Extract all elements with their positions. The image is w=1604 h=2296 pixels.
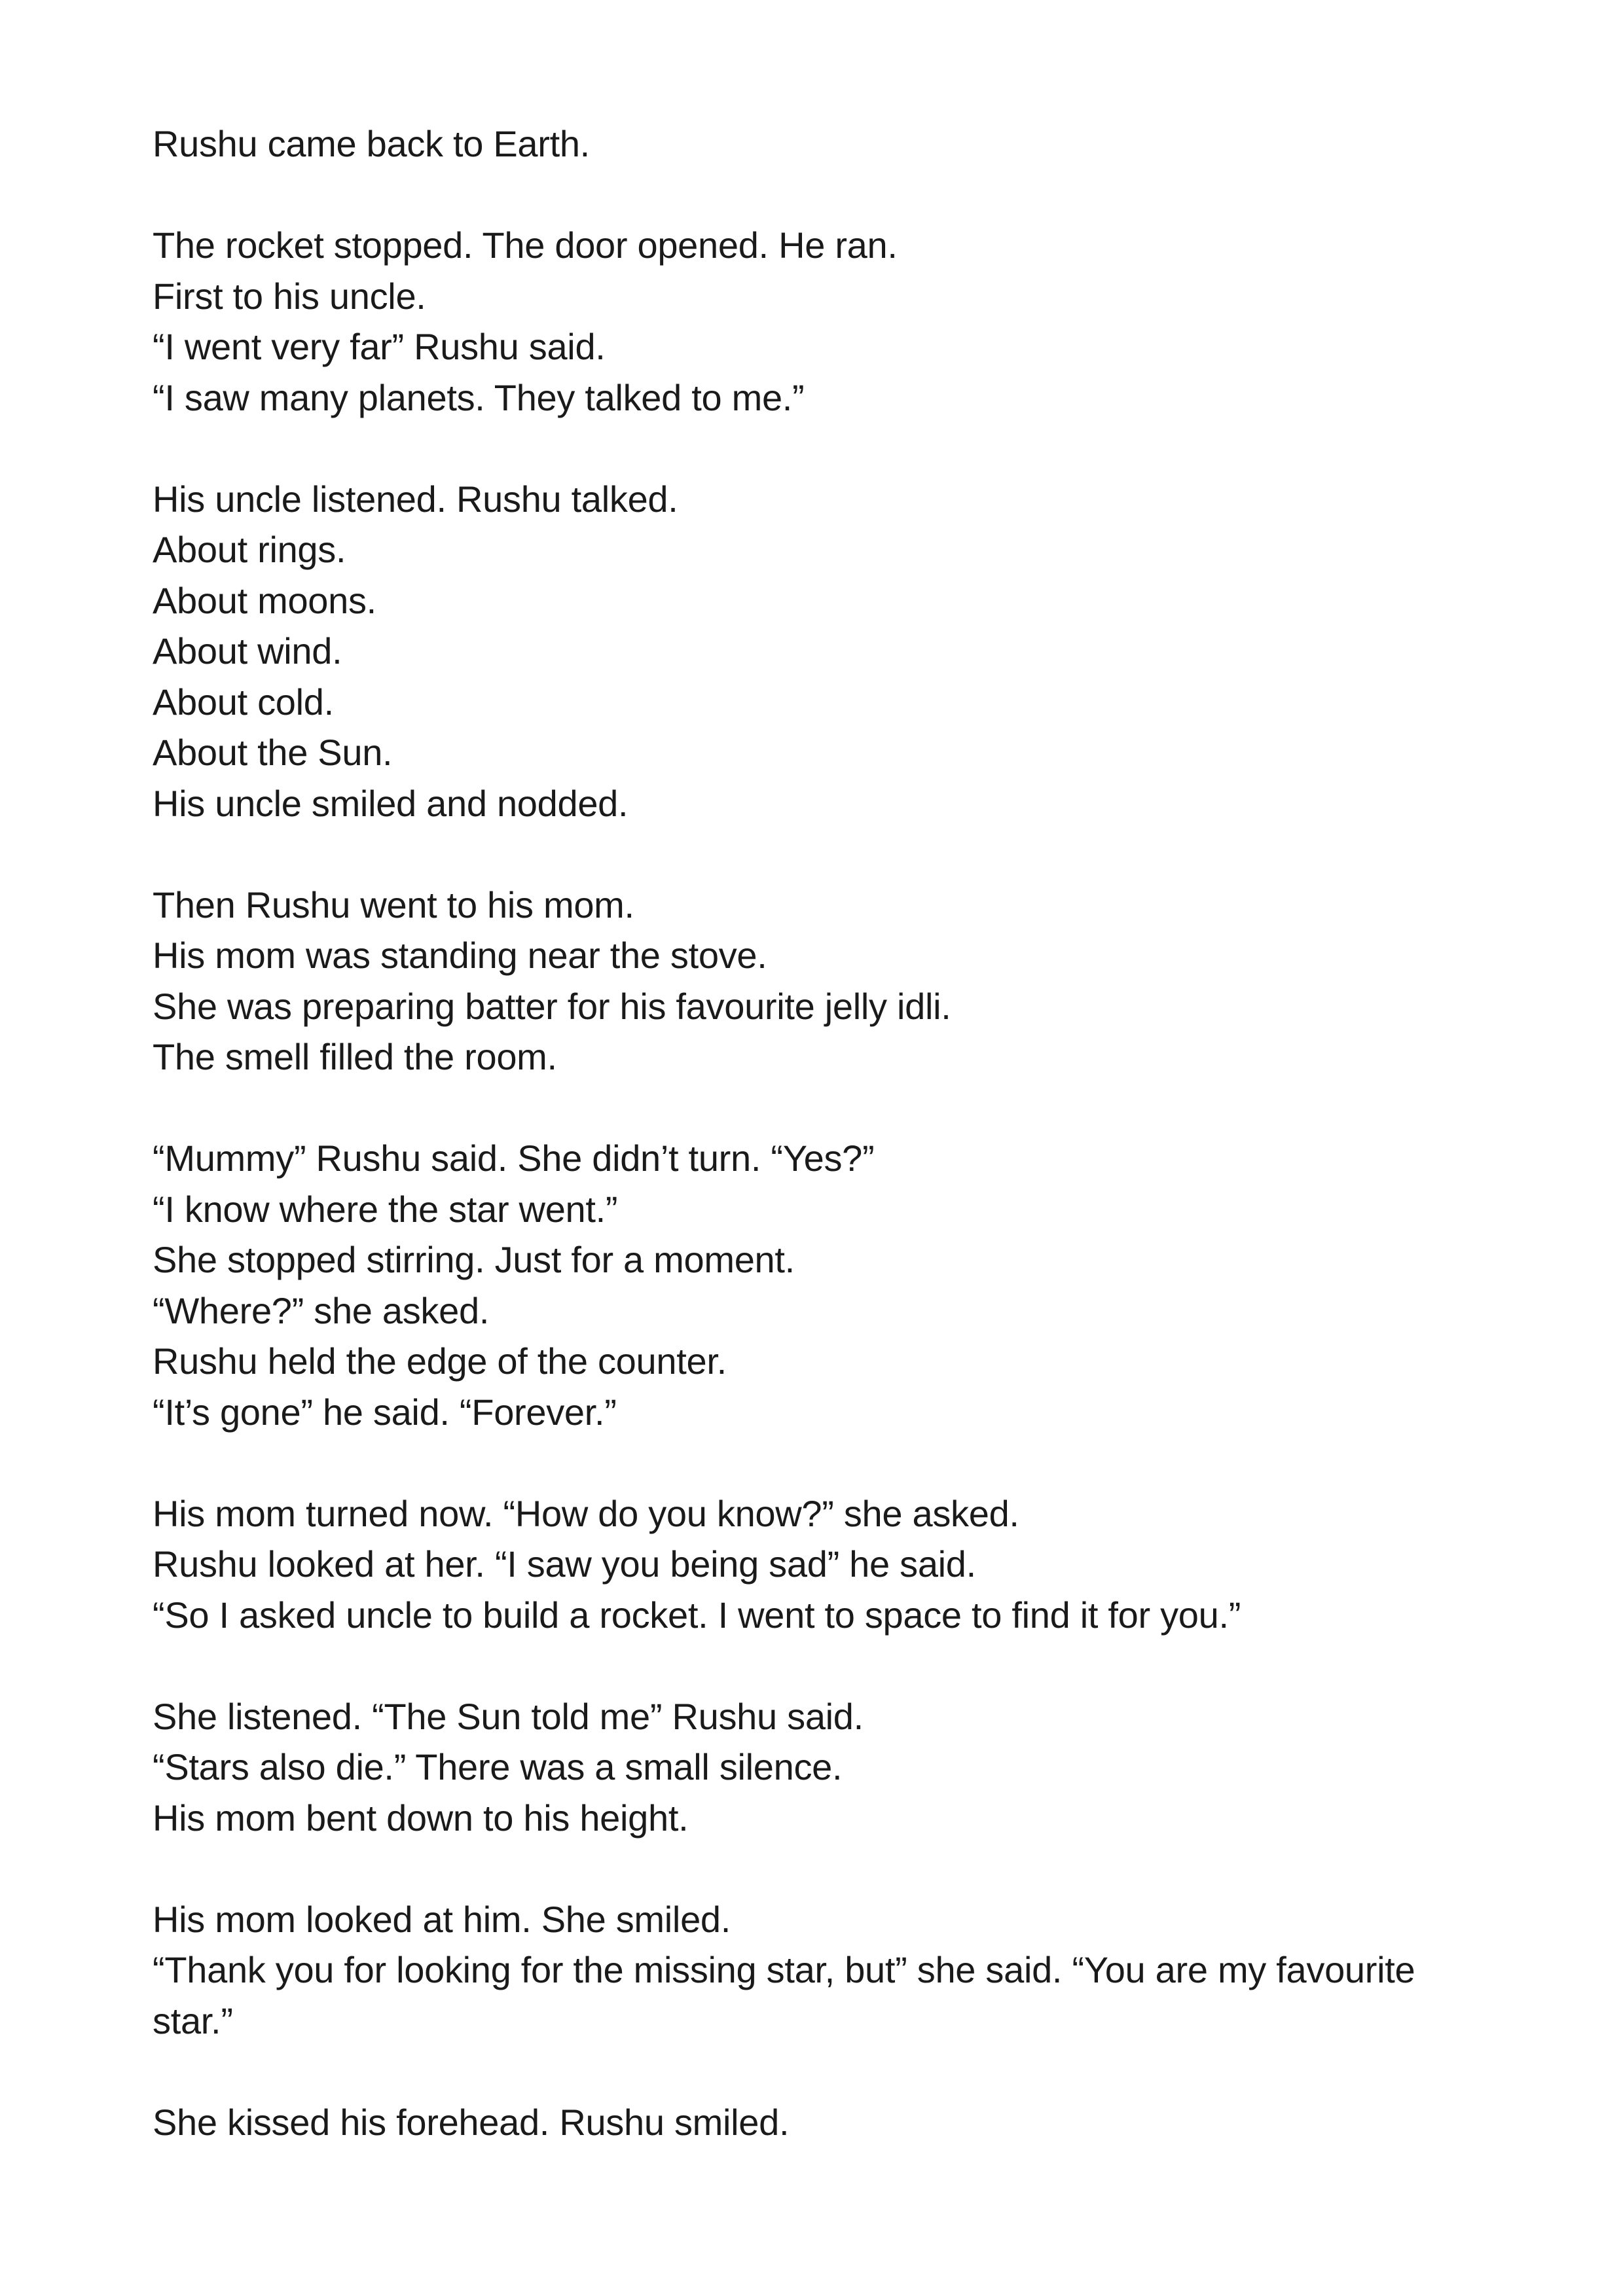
blank-line bbox=[153, 1437, 1462, 1488]
text-line: His uncle smiled and nodded. bbox=[153, 782, 629, 824]
text-line: Then Rushu went to his mom. bbox=[153, 884, 634, 925]
text-line: “I saw many planets. They talked to me.” bbox=[153, 376, 805, 418]
text-line: His mom bent down to his height. bbox=[153, 1797, 689, 1839]
text-line: She listened. “The Sun told me” Rushu said. bbox=[153, 1695, 864, 1737]
text-line: She kissed his forehead. Rushu smiled. bbox=[153, 2101, 790, 2143]
blank-line bbox=[153, 829, 1462, 880]
text-line: “So I asked uncle to build a rocket. I went to space to find it for you.” bbox=[153, 1594, 1241, 1636]
text-line: Rushu held the edge of the counter. bbox=[153, 1340, 727, 1382]
text-line: “Where?” she asked. bbox=[153, 1289, 490, 1331]
text-line: His mom turned now. “How do you know?” she asked. bbox=[153, 1492, 1019, 1534]
text-line: His mom looked at him. She smiled. bbox=[153, 1898, 731, 1940]
text-line: “I know where the star went.” bbox=[153, 1188, 618, 1230]
text-line: star.” bbox=[153, 2000, 233, 2041]
text-line: The rocket stopped. The door opened. He ran. bbox=[153, 224, 898, 266]
text-line: She was preparing batter for his favourite jelly idli. bbox=[153, 985, 951, 1027]
text-line: About moons. bbox=[153, 579, 376, 621]
blank-line bbox=[153, 1843, 1462, 1894]
text-line: “Mummy” Rushu said. She didn’t turn. “Yes?” bbox=[153, 1138, 875, 1179]
blank-line bbox=[153, 170, 1462, 221]
text-line: The smell filled the room. bbox=[153, 1036, 557, 1077]
text-line: About wind. bbox=[153, 630, 342, 672]
story-text bbox=[153, 118, 1462, 2147]
text-line: First to his uncle. bbox=[153, 275, 426, 317]
text-line: His mom was standing near the stove. bbox=[153, 935, 767, 976]
text-line: She stopped stirring. Just for a moment. bbox=[153, 1239, 795, 1280]
blank-line bbox=[153, 1083, 1462, 1134]
blank-line bbox=[153, 1640, 1462, 1691]
text-line: Rushu came back to Earth. bbox=[153, 123, 590, 164]
blank-line bbox=[153, 423, 1462, 474]
text-line: About rings. bbox=[153, 529, 346, 570]
text-line: About the Sun. bbox=[153, 732, 393, 773]
text-line: “I went very far” Rushu said. bbox=[153, 326, 606, 367]
text-line: “Stars also die.” There was a small silence. bbox=[153, 1746, 843, 1787]
text-line: His uncle listened. Rushu talked. bbox=[153, 478, 678, 520]
blank-line bbox=[153, 2046, 1462, 2097]
text-line: About cold. bbox=[153, 681, 334, 723]
text-line: “It’s gone” he said. “Forever.” bbox=[153, 1391, 617, 1433]
text-line: Rushu looked at her. “I saw you being sad” he said. bbox=[153, 1543, 976, 1585]
text-line: “Thank you for looking for the missing star, but” she said. “You are my favourite bbox=[153, 1949, 1415, 1990]
